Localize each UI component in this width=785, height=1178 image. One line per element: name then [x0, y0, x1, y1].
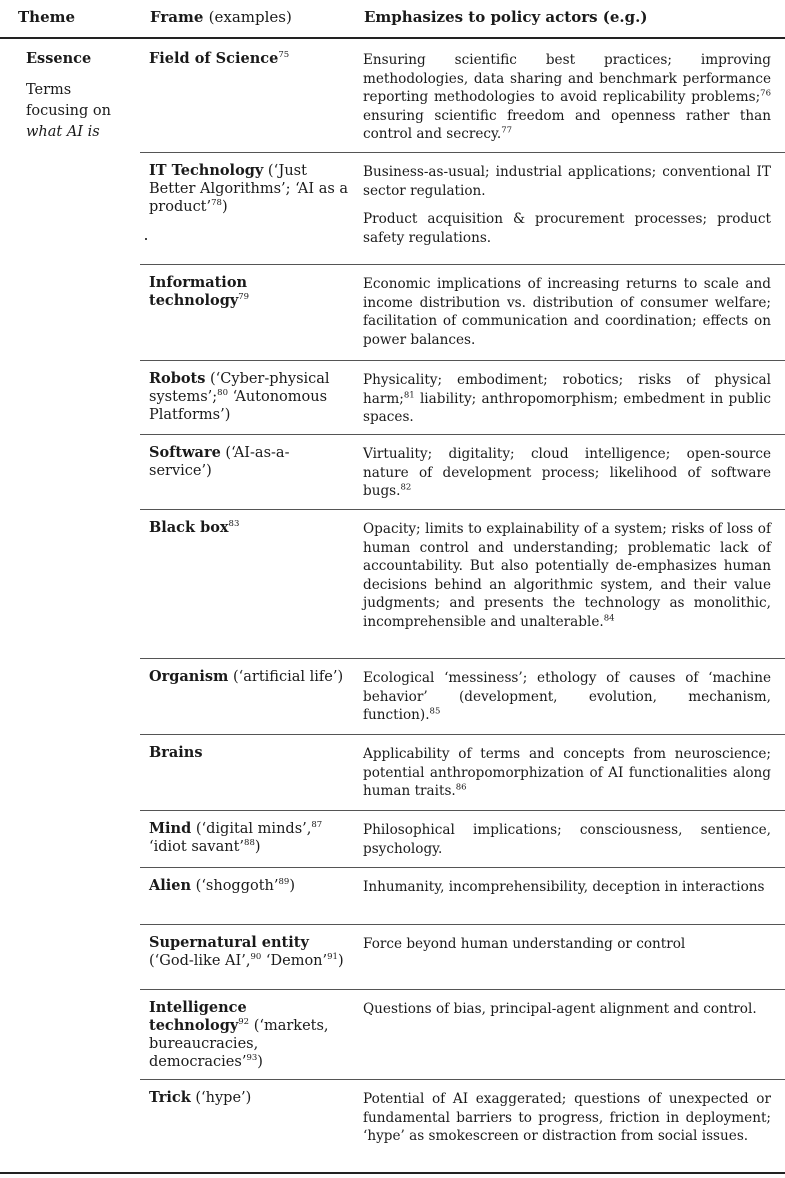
frame-cell	[149, 744, 349, 762]
bottom-rule	[0, 1172, 785, 1174]
emphasis-paragraph	[363, 821, 771, 858]
table-row	[140, 264, 785, 361]
emphasis-text: Physicality; embodiment; robotics; risks of physical harm;	[363, 372, 771, 407]
emphasis-text: Ensuring scientific best practices; improving methodologies, data sharing and benchmark performance reporting methodologies to avoid replicability problems;	[363, 52, 771, 106]
emphasis-paragraph	[363, 371, 771, 427]
emphasis-cell	[363, 745, 771, 811]
emphasis-cell	[363, 669, 771, 735]
frame-examples: )	[289, 878, 295, 894]
frame-examples: (‘hype’)	[190, 1090, 252, 1106]
frame-name: Supernatural entity	[149, 934, 309, 951]
footnote-ref: 81	[403, 390, 415, 401]
footnote-ref: 79	[238, 292, 250, 303]
frame-name: Field of Science	[149, 50, 279, 67]
theme-title: Essence	[26, 50, 92, 67]
frame-cell	[149, 274, 349, 310]
emphasis-text: Virtuality; digitality; cloud intelligence; open-source nature of development process; likelihood of software bugs.	[363, 446, 771, 500]
frame-examples: )	[221, 199, 228, 215]
frame-examples: (‘God-like AI’,	[149, 953, 251, 969]
footnote-ref: 83	[228, 519, 240, 530]
frame-examples: (‘artificial life’)	[228, 669, 344, 685]
footnote-ref: 87	[311, 820, 323, 831]
frame-name: Black box	[149, 519, 229, 536]
footnote-ref: 84	[603, 613, 615, 624]
emphasis-text: Opacity; limits to explainability of a system; risks of loss of human control and understanding; problematic lack of accountability. But also potentially de-emphasizes human decisions behind an algorithmic system, and their value judgments; and presents the technology as monolithic, incomprehensible and unalterable.	[363, 521, 771, 630]
frame-examples: )	[254, 839, 261, 855]
emphasis-cell	[363, 445, 771, 511]
theme-line-3: what AI is	[26, 124, 100, 140]
frame-name: IT Technology	[149, 162, 264, 179]
table-row	[140, 1079, 785, 1172]
frame-cell	[149, 50, 349, 68]
emphasis-text: Economic implications of increasing returns to scale and income distribution vs. distribution of consumer welfare; facilitation of communication and coordination; effects on power balances.	[363, 276, 771, 348]
emphasis-paragraph	[363, 275, 771, 349]
emphasis-cell	[363, 821, 771, 868]
emphasis-cell	[363, 1000, 771, 1029]
emphasis-text: Philosophical implications; consciousness, sentience, psychology.	[363, 822, 771, 857]
frame-cell	[149, 668, 349, 686]
frame-cell	[149, 162, 349, 216]
emphasis-text: Force beyond human understanding or control	[363, 936, 686, 952]
frame-name: Information technology	[149, 274, 248, 309]
footnote-ref: 77	[501, 125, 513, 136]
emphasis-paragraph	[363, 745, 771, 801]
theme-line-2: focusing on	[26, 103, 111, 119]
frame-examples: (‘Just Better Algorithms’; ‘AI as a product’	[149, 163, 349, 215]
footnote-ref: 92	[238, 1017, 250, 1028]
emphasis-cell	[363, 275, 771, 359]
footnote-ref: 78	[211, 198, 222, 209]
frame-examples: )	[257, 1054, 263, 1070]
emphasis-cell	[363, 520, 771, 642]
theme-cell	[26, 48, 136, 143]
footnote-ref: 85	[429, 706, 441, 717]
header-frame	[150, 8, 292, 26]
footnote-ref: 89	[278, 877, 290, 888]
emphasis-paragraph	[363, 163, 771, 200]
emphasis-paragraph	[363, 669, 771, 725]
emphasis-paragraph	[363, 445, 771, 501]
header-rule	[0, 37, 785, 39]
table-row	[140, 152, 785, 265]
frame-cell	[149, 934, 349, 970]
frame-examples: ‘Demon’	[261, 953, 328, 969]
frame-name: Organism	[149, 668, 229, 685]
theme-line-1: Terms	[26, 82, 72, 98]
table-row	[140, 810, 785, 868]
emphasis-cell	[363, 878, 771, 907]
emphasis-paragraph	[363, 1000, 771, 1019]
table-row	[140, 924, 785, 990]
frame-examples: )	[337, 953, 344, 969]
table-row	[140, 509, 785, 659]
footnote-ref: 80	[217, 388, 228, 399]
emphasis-paragraph	[363, 210, 771, 247]
footnote-ref: 91	[327, 952, 338, 963]
frame-cell	[149, 820, 349, 856]
table-header	[0, 0, 785, 38]
table-row	[140, 734, 785, 811]
emphasis-paragraph	[363, 51, 771, 144]
table-row	[140, 658, 785, 735]
table-row	[140, 40, 785, 153]
frame-name: Software	[149, 444, 221, 461]
frame-cell	[149, 444, 349, 480]
emphasis-text: liability; anthropomorphism; embedment in public spaces.	[363, 390, 771, 426]
table-row	[140, 867, 785, 925]
frame-cell	[149, 1089, 349, 1107]
table-row	[140, 360, 785, 435]
emphasis-text: Applicability of terms and concepts from neuroscience; potential anthropomorphization of AI functionalities along human traits.	[363, 746, 771, 800]
frame-name: Brains	[149, 744, 203, 761]
footnote-ref: 90	[250, 952, 262, 963]
emphasis-cell	[363, 935, 771, 964]
frame-name: Intelligence technology	[149, 999, 247, 1034]
emphasis-text: Inhumanity, incomprehensibility, deception in interactions	[363, 879, 765, 895]
emphasis-paragraph	[363, 1090, 771, 1146]
emphasis-text: Business-as-usual; industrial applications; conventional IT sector regulation.	[363, 164, 771, 199]
frame-examples: (‘markets, bureaucracies, democracies’	[149, 1018, 329, 1070]
frame-cell	[149, 999, 349, 1071]
emphasis-paragraph	[363, 520, 771, 632]
emphasis-cell	[363, 1090, 771, 1156]
footnote-ref: 93	[246, 1053, 258, 1064]
footnote-ref: 75	[278, 50, 290, 61]
frame-examples: ‘idiot savant’	[149, 839, 245, 855]
header-frame-plain: (examples)	[208, 8, 292, 26]
frame-examples: (‘shoggoth’	[191, 878, 279, 894]
header-frame-bold: Frame	[150, 8, 204, 26]
emphasis-text: Ecological ‘messiness’; ethology of causes of ‘machine behavior’ (development, evolution, mechanism, function).	[363, 670, 771, 724]
emphasis-paragraph	[363, 878, 771, 897]
table-row	[140, 989, 785, 1080]
footnote-ref: 82	[400, 482, 412, 493]
frame-name: Alien	[149, 877, 192, 894]
emphasis-text: ensuring scientific freedom and openness rather than control and secrecy.	[363, 107, 771, 143]
header-emphasizes: Emphasizes to policy actors (e.g.)	[364, 8, 648, 26]
frame-cell	[149, 519, 349, 537]
frame-cell	[149, 877, 349, 895]
emphasis-cell	[363, 371, 771, 437]
frame-cell	[149, 370, 349, 424]
table-row	[140, 434, 785, 510]
emphasis-text: Questions of bias, principal-agent alignment and control.	[363, 1001, 757, 1017]
footnote-ref: 88	[244, 838, 255, 849]
footnote-ref: 76	[760, 88, 771, 99]
frame-examples: (‘AI-as-a-service’)	[149, 445, 290, 479]
frame-name: Robots	[149, 370, 206, 387]
emphasis-text: Product acquisition & procurement processes; product safety regulations.	[363, 211, 771, 246]
header-theme: Theme	[18, 8, 76, 26]
footnote-ref: 86	[455, 782, 467, 793]
frame-examples: ‘Autonomous Platforms’)	[149, 389, 328, 423]
frame-examples: (‘digital minds’,	[191, 821, 312, 837]
frame-name: Mind	[149, 820, 192, 837]
emphasis-paragraph	[363, 935, 771, 954]
frame-name: Trick	[149, 1089, 191, 1106]
emphasis-cell	[363, 163, 771, 257]
emphasis-text: Potential of AI exaggerated; questions of unexpected or fundamental barriers to progress, friction in deployment; ‘hype’ as smokescreen or distraction from social issues.	[363, 1091, 771, 1145]
frame-examples: (‘Cyber-physical systems’;	[149, 371, 330, 405]
emphasis-cell	[363, 51, 771, 154]
